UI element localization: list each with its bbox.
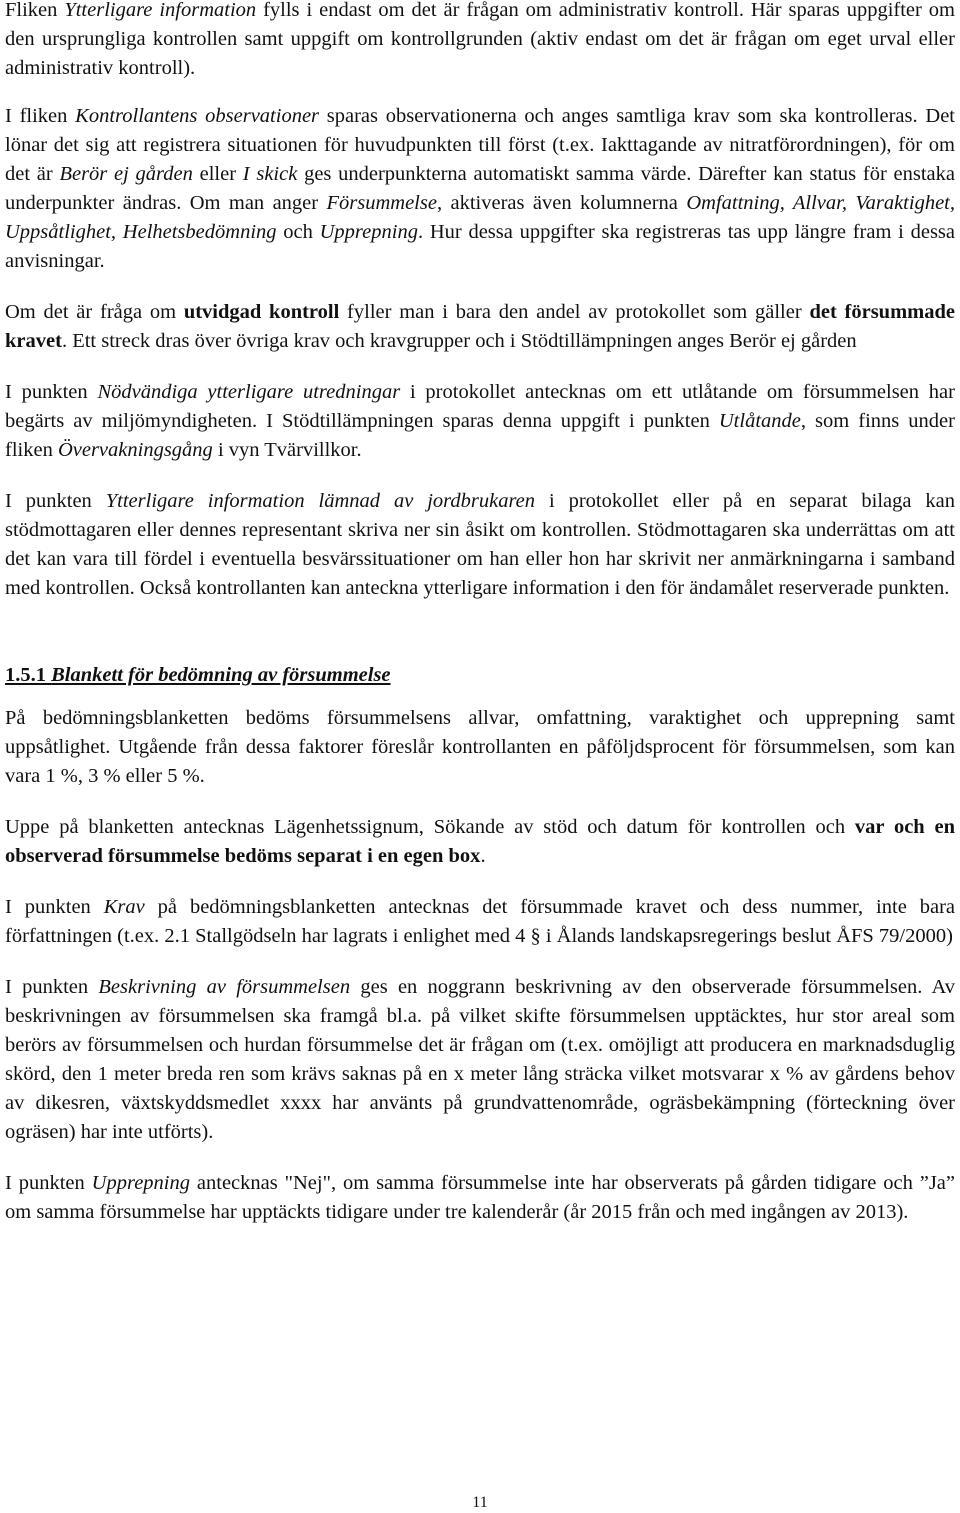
text-run: , aktiveras även kolumnerna <box>436 192 687 214</box>
document-page <box>5 0 955 1227</box>
italic-term: Nödvändiga ytterligare utredningar <box>97 381 401 403</box>
text-run: på bedömningsblanketten antecknas det försummade kravet och dess nummer, inte bara författningen (t.ex. 2.1 Stallgödseln har lagrats i enlighet med 4 § i Ålands landskapsregerings beslut ÅFS 79/2000) <box>5 896 955 947</box>
italic-term: Försummelse <box>326 192 437 214</box>
italic-term: I skick <box>242 163 298 185</box>
text-run: I fliken <box>5 105 76 127</box>
text-run: i protokollet antecknas om ett utlåtande om försummelsen har begärts av miljömyndigheten. I Stödtillämpningen sparas denna uppgift i punkten <box>5 381 955 432</box>
paragraph-uppe-pa-blanketten <box>5 813 955 871</box>
italic-term: Ytterligare information <box>64 0 257 21</box>
bold-text: var och en observerad försummelse bedöms separat i en egen box <box>5 816 955 867</box>
italic-term: Ytterligare information lämnad av jordbrukaren <box>105 490 536 512</box>
paragraph-ytterligare-information-jordbrukaren <box>5 487 955 603</box>
italic-term: Beskrivning av försummelsen <box>98 976 351 998</box>
paragraph-upprepning <box>5 1169 955 1227</box>
text-run: . Ett streck dras över övriga krav och kravgrupper och i Stödtillämpningen anges Berör ej gården <box>61 330 857 352</box>
text-run: ges en noggrann beskrivning av den observerade försummelsen. Av beskrivningen av försummelsen ska framgå bl.a. på vilket skifte försummelsen upptäcktes, hur stor areal som berörs av försummelsen och hurdan försummelse det är frågan om (t.ex. omöjligt att producera en marknadsduglig skörd, den 1 meter breda ren som krävs saknas på en x meter lång sträcka vilket motsvarar x % av gårdens behov av dikesren, växtskyddsmedlet xxxx har använts på grundvattenområde, ogräsbekämpning (förteckning över ogräsen) har inte utförts). <box>5 976 956 1143</box>
italic-term: Omfattning, Allvar, Varaktighet, Uppsåtlighet, Helhetsbedömning <box>5 192 955 243</box>
text-run: fylls i endast om det är frågan om administrativ kontroll. Här sparas uppgifter om den ursprungliga kontrollen samt uppgift om kontrollgrunden (aktiv endast om det är frågan om eget urval eller administrativ kontroll). <box>5 0 955 79</box>
italic-term: Krav <box>103 896 145 918</box>
text-run: I punkten <box>5 976 99 998</box>
page-number: 11 <box>472 1494 488 1511</box>
text-run: Om det är fråga om <box>5 301 184 323</box>
text-run: I punkten <box>5 1172 92 1194</box>
section-title: Blankett för bedömning av försummelse <box>51 664 391 686</box>
text-run: I punkten <box>5 381 98 403</box>
bold-text: utvidgad kontroll <box>183 301 340 323</box>
text-run: i vyn Tvärvillkor. <box>212 439 362 461</box>
bold-text: det försummade kravet <box>5 301 955 352</box>
text-run: fyller man i bara den andel av protokollet som gäller <box>339 301 810 323</box>
paragraph-bedomningsblanketten <box>5 704 955 791</box>
text-run: I punkten <box>5 490 106 512</box>
text-run: och <box>276 221 320 243</box>
italic-term: Utlåtande <box>718 410 801 432</box>
paragraph-kontrollantens-observationer <box>5 102 955 276</box>
text-run: , som finns under fliken <box>5 410 955 461</box>
italic-term: Övervakningsgång <box>57 439 213 461</box>
text-run: Fliken <box>5 0 65 21</box>
text-run: . <box>480 845 486 867</box>
text-run: Uppe på blanketten antecknas Lägenhetssignum, Sökande av stöd och datum för kontrollen och <box>5 816 855 838</box>
text-run: eller <box>192 163 243 185</box>
text-run: ges underpunkterna automatiskt samma värde. Därefter kan status för enstaka underpunkter ändras. Om man anger <box>5 163 956 214</box>
text-run: antecknas "Nej", om samma försummelse inte har observerats på gården tidigare och ”Ja” om samma försummelse har upptäckts tidigare under tre kalenderår (år 2015 från och med ingången av 2013). <box>5 1172 955 1223</box>
italic-term: Upprepning <box>319 221 418 243</box>
text-run: På bedömningsblanketten bedöms försummelsens allvar, omfattning, varaktighet och upprepning samt uppsåtlighet. Utgående från dessa faktorer föreslår kontrollanten en påföljdsprocent för försummelsen, som kan vara 1 %, 3 % eller 5 %. <box>5 707 955 787</box>
italic-term: Berör ej gården <box>59 163 193 185</box>
text-run: . Hur dessa uppgifter ska registreras tas upp längre fram i dessa anvisningar. <box>5 221 955 272</box>
section-heading <box>5 661 955 690</box>
paragraph-krav <box>5 893 955 951</box>
paragraph-nodvandiga-utredningar <box>5 378 955 465</box>
text-run: sparas observationerna och anges samtliga krav som ska kontrolleras. Det lönar det sig att registrera situationen för huvudpunkten till först (t.ex. Iakttagande av nitratförordningen), för om det är <box>5 105 955 185</box>
italic-term: Upprepning <box>91 1172 190 1194</box>
paragraph-beskrivning <box>5 973 955 1147</box>
italic-term: Kontrollantens observationer <box>75 105 320 127</box>
section-number: 1.5.1 <box>5 664 46 686</box>
paragraph-ytterligare-information <box>5 0 955 83</box>
text-run: i protokollet eller på en separat bilaga kan stödmottagaren eller dennes representant skriva ner sin åsikt om kontrollen. Stödmottagaren ska underrättas om att det kan vara till fördel i eventuella besvärssituationer om han eller hon har skrivit ner anmärkningarna i samband med kontrollen. Också kontrollanten kan anteckna ytterligare information i den för ändamålet reserverade punkten. <box>5 490 955 599</box>
text-run: I punkten <box>5 896 104 918</box>
paragraph-utvidgad-kontroll <box>5 298 955 356</box>
